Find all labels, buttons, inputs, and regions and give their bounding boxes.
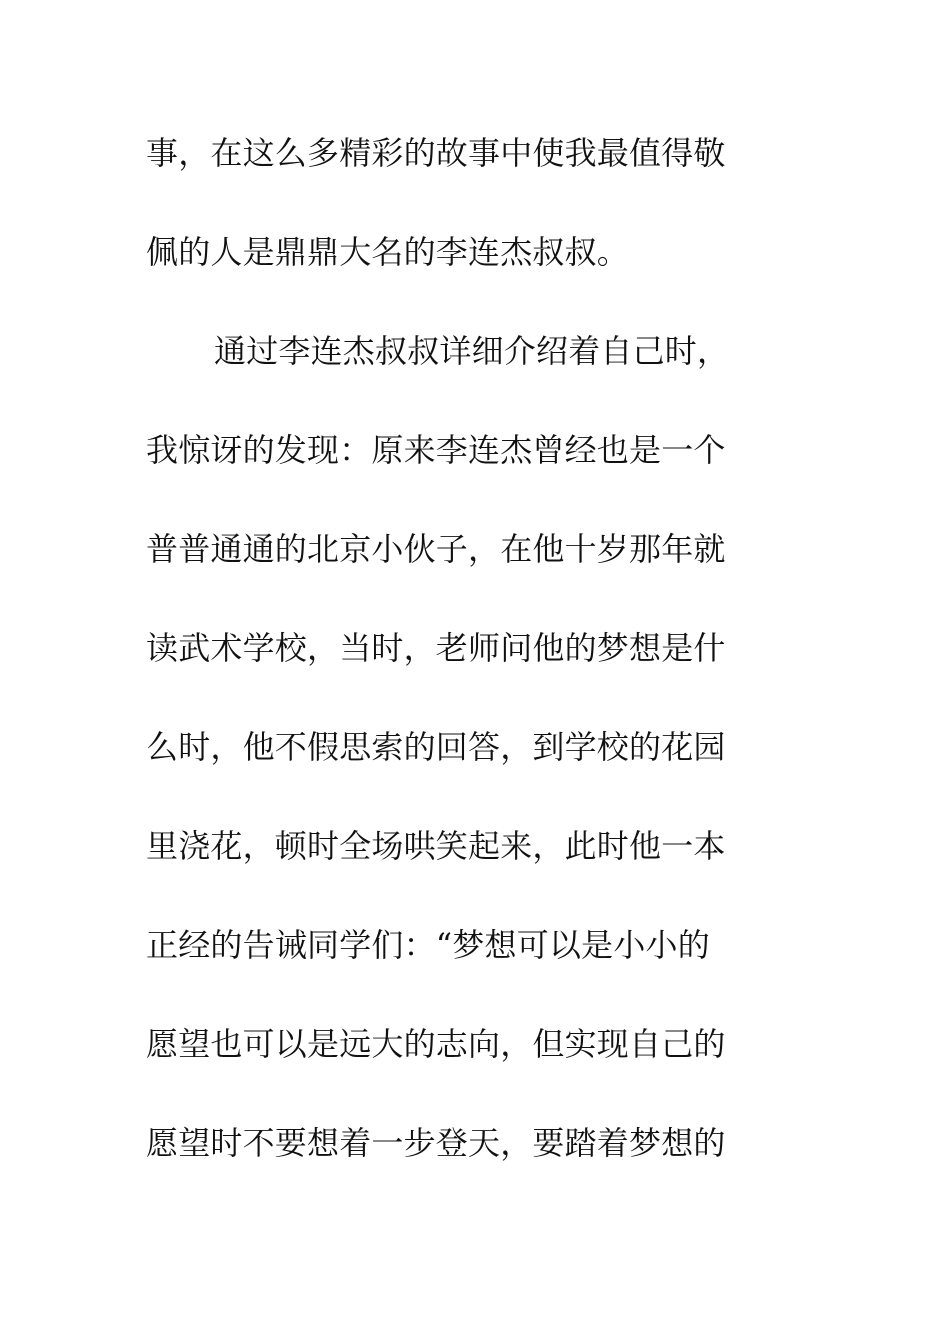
text-line: 里浇花，顿时全场哄笑起来，此时他一本 xyxy=(146,827,726,865)
text-line: 事，在这么多精彩的故事中使我最值得敬 xyxy=(146,134,726,172)
text-line: 愿望也可以是远大的志向，但实现自己的 xyxy=(146,1025,726,1063)
body-text xyxy=(146,125,806,1214)
text-line: 读武术学校，当时，老师问他的梦想是什 xyxy=(146,629,726,667)
text-line: 愿望时不要想着一步登天，要踏着梦想的 xyxy=(146,1124,726,1162)
paragraph-start-line: 通过李连杰叔叔详细介绍着自己时， xyxy=(214,332,730,370)
text-line: 我惊讶的发现：原来李连杰曾经也是一个 xyxy=(146,431,726,469)
text-line: 正经的告诫同学们：“梦想可以是小小的 xyxy=(146,926,710,964)
text-line: 么时，他不假思索的回答，到学校的花园 xyxy=(146,728,726,766)
text-line: 佩的人是鼎鼎大名的李连杰叔叔。 xyxy=(146,233,630,271)
text-line: 普普通通的北京小伙子，在他十岁那年就 xyxy=(146,530,726,568)
